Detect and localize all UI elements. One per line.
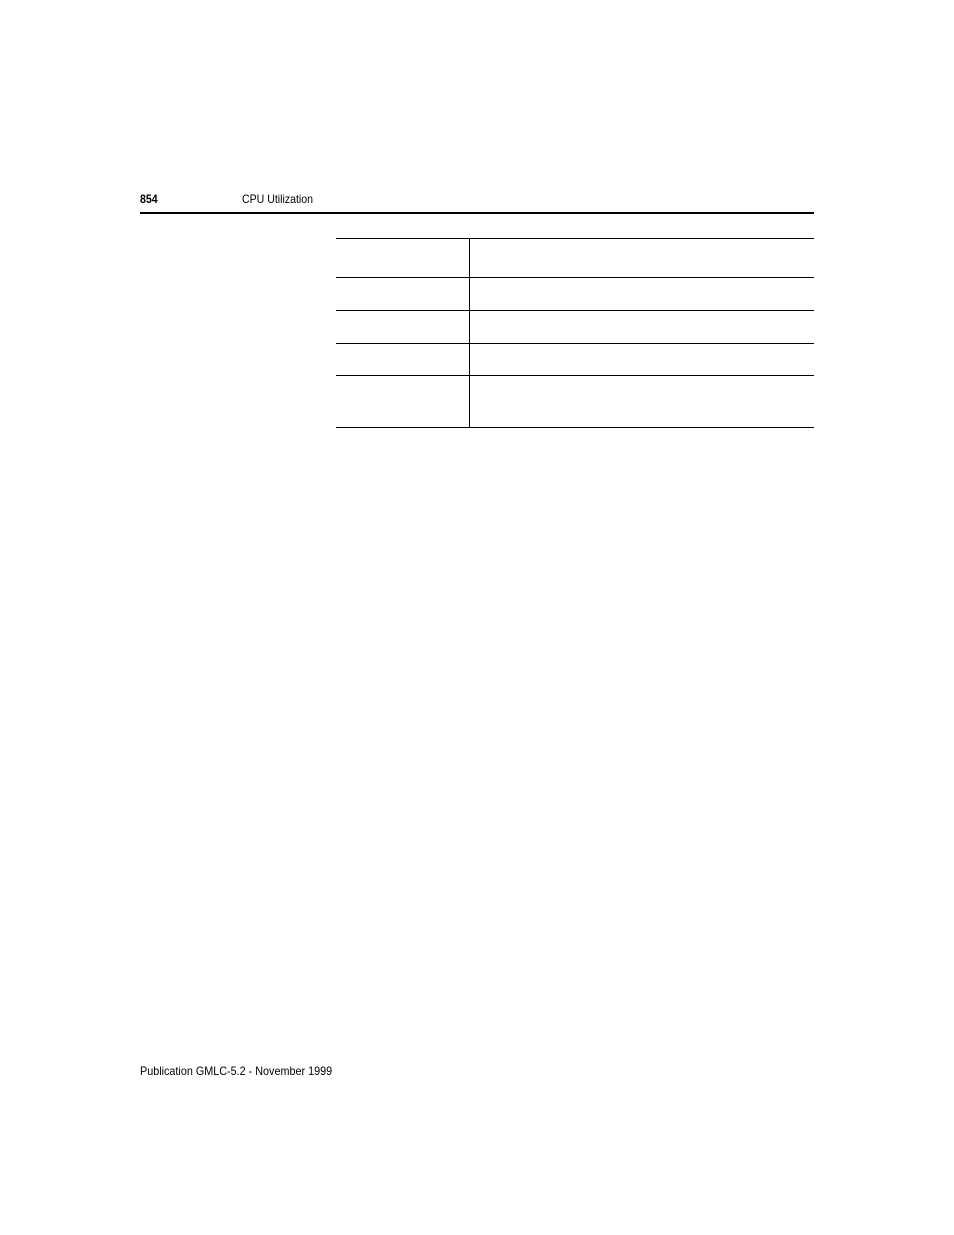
table-cell [470,344,815,376]
table-cell [470,376,815,428]
section-title: CPU Utilization [242,192,314,206]
table-row [336,311,814,344]
table-row [336,376,814,428]
table-cell [470,278,815,311]
table-cell [336,344,470,376]
table-cell [336,311,470,344]
table-cell [336,278,470,311]
page-header [140,192,814,214]
page-number: 854 [140,192,158,206]
publication-footer: Publication GMLC-5.2 - November 1999 [140,1064,333,1078]
table-row [336,278,814,311]
table-cell [470,239,815,278]
table-cell [470,311,815,344]
table-row [336,344,814,376]
table-cell [336,376,470,428]
data-table [336,238,814,428]
table-cell [336,239,470,278]
table-row [336,239,814,278]
